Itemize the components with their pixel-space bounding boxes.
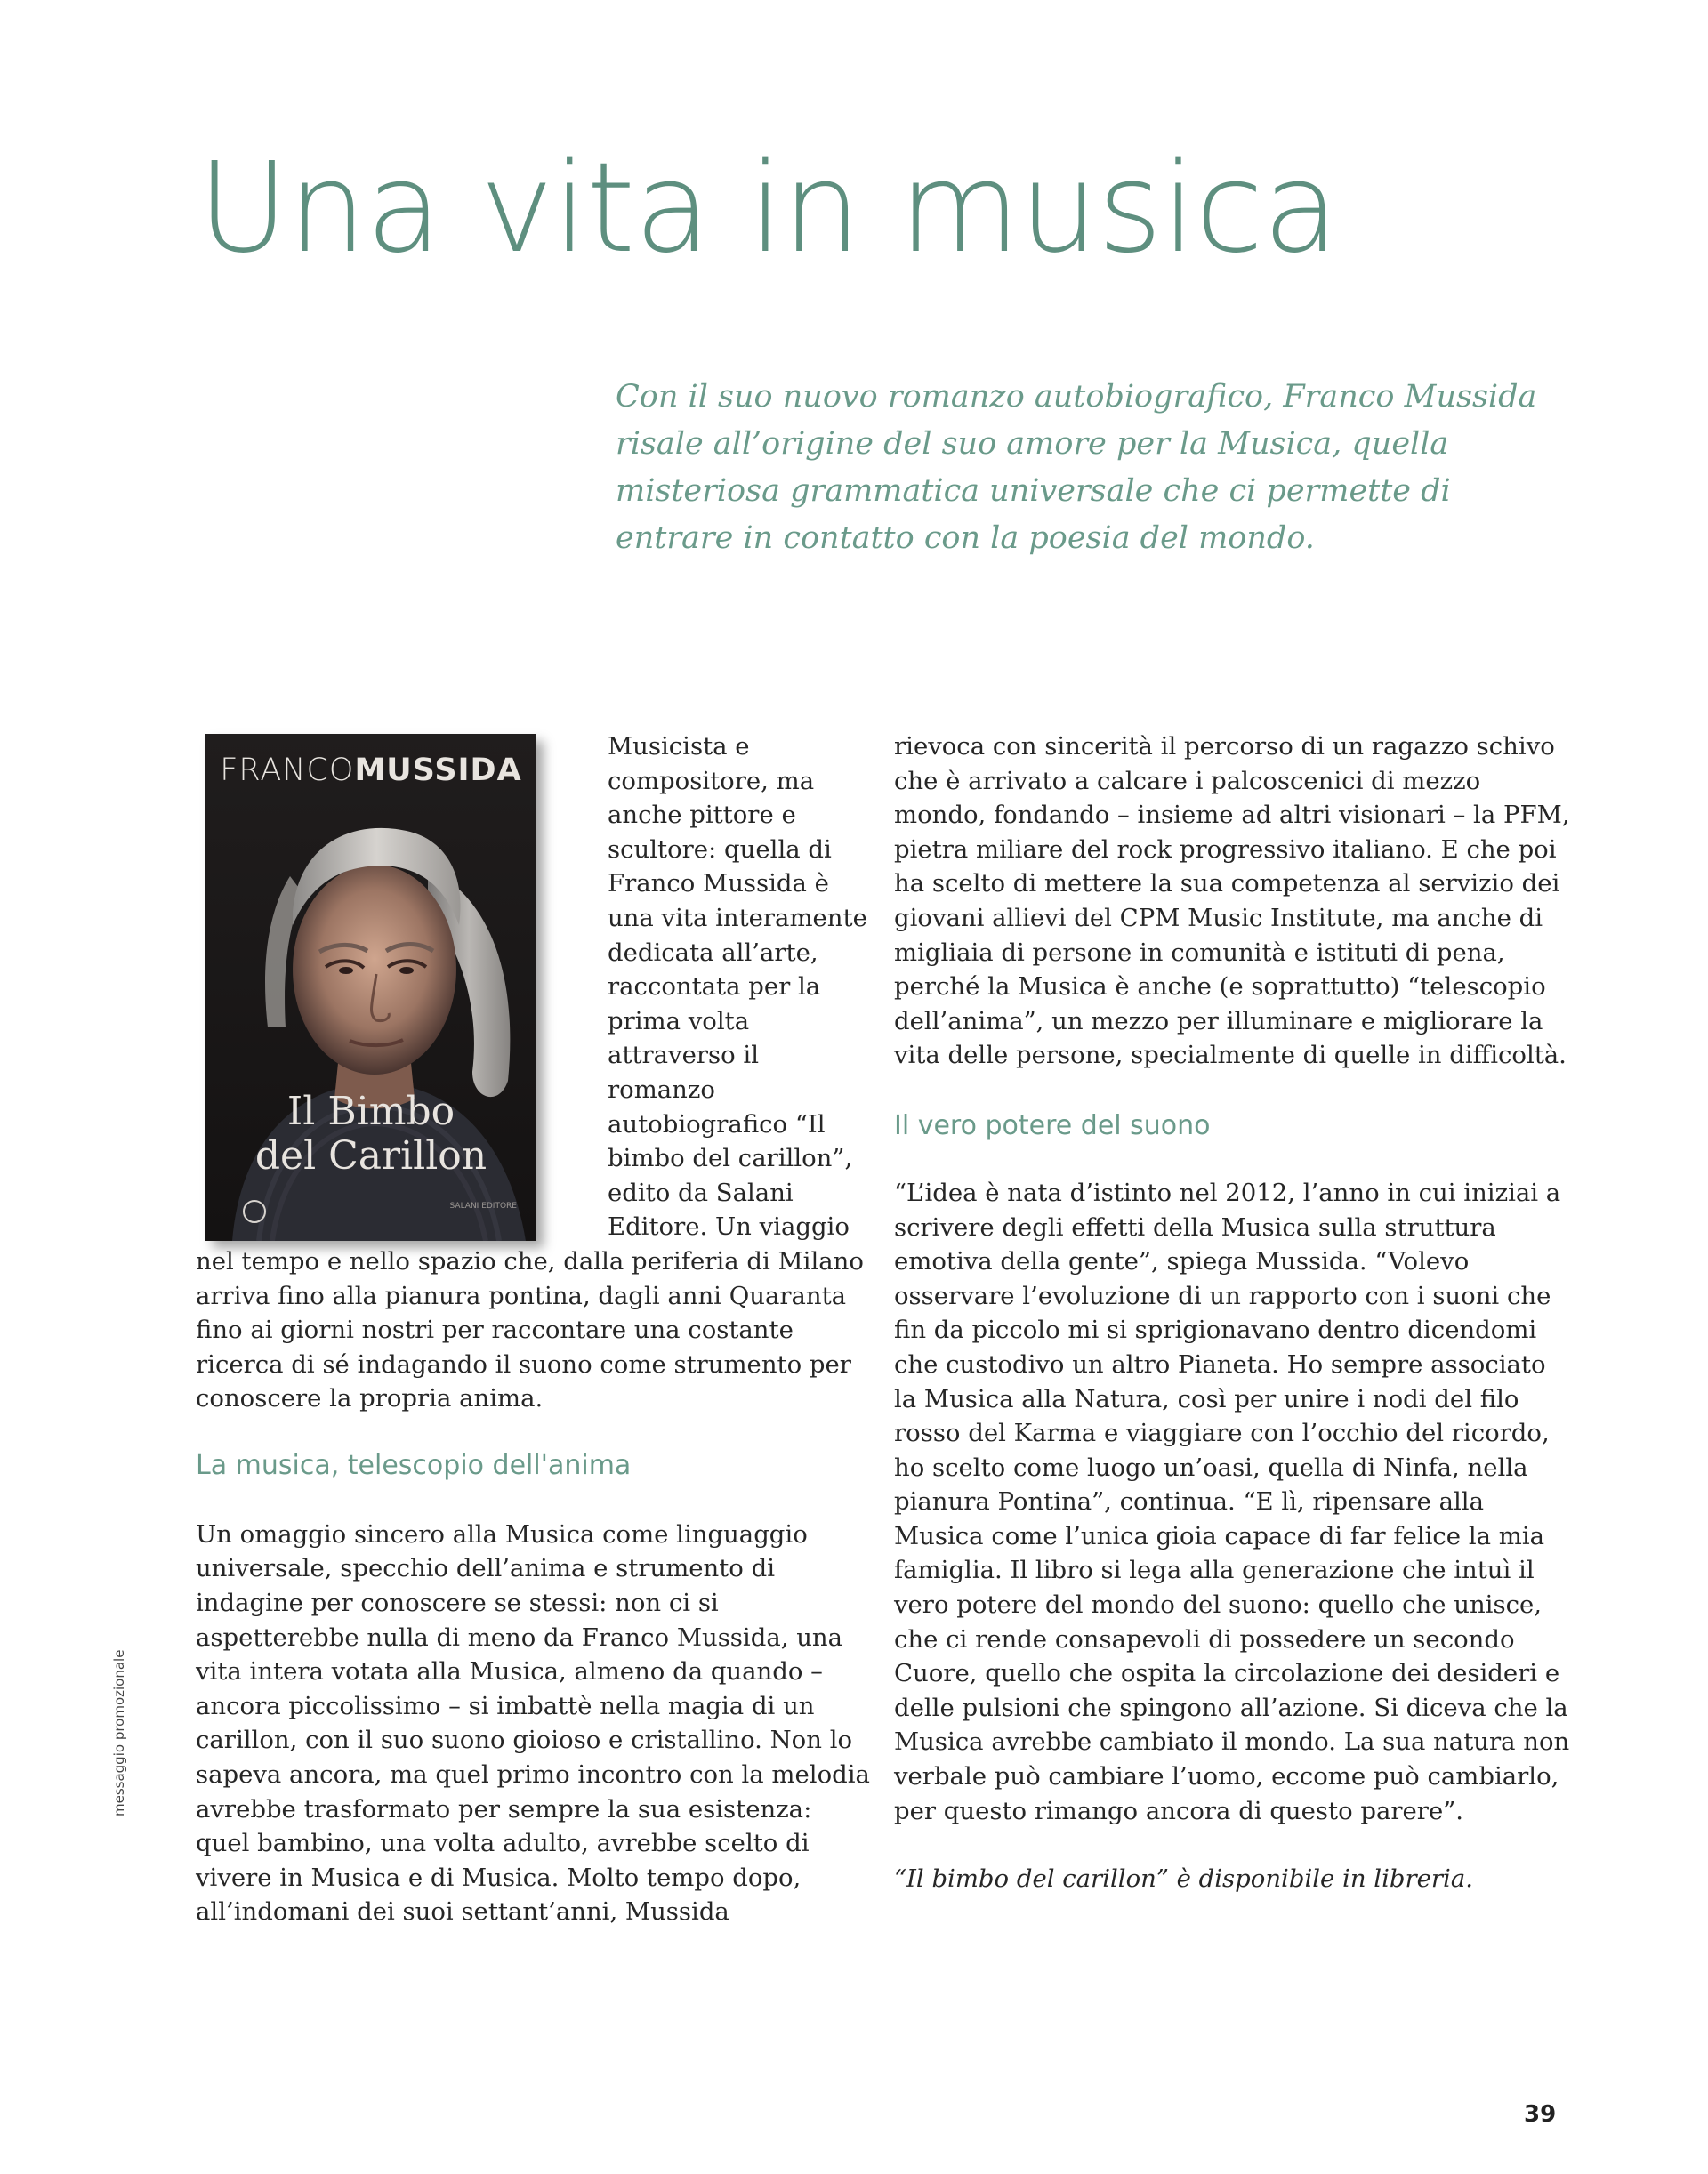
book-cover-image — [205, 734, 536, 1241]
subheading-telescope: La musica, telescopio dell'anima — [196, 1449, 632, 1481]
quote-paragraph: “L’idea è nata d’istinto nel 2012, l’anno in cui iniziai a scrivere degli effetti della Musica sulla struttura emotiva della gente”, spiega Mussida. “Volevo osservare l’evoluzione di un rapporto con i suoni che fin da piccolo mi si sprigionavano dentro dicendomi che custodivo un altro Pianeta. Ho sempre associato la Musica alla Natura, così per unire i nodi del filo rosso del Karma e viaggiare con l’occhio del ricordo, ho scelto come luogo un’oasi, quella di Ninfa, nella pianura Pontina”, continua. “E lì, ripensare alla Musica come l’unica gioia capace di far felice la mia famiglia. Il libro si lega alla generazione che intuì il vero potere del mondo del suono: quello che unisce, che ci rende consapevoli di possedere un secondo Cuore, quello che ospita la circolazione dei desideri e delle pulsioni che spingono all’azione. Si diceva che la Musica avrebbe cambiato il mondo. La sua natura non verbale può cambiare l’uomo, eccome può cambiarlo, per questo rimango ancora di questo parere”. — [894, 1178, 1570, 1825]
page-number: 39 — [1524, 2101, 1557, 2128]
book-author-last: MUSSIDA — [354, 753, 522, 788]
body-paragraph: Un omaggio sincero alla Musica come linguaggio universale, specchio dell’anima e strumento di indagine per conoscere se stessi: non ci si aspetterebbe nulla di meno da Franco Mussida, una vita intera votata alla Musica, almeno da quando – ancora piccolissimo – si imbattè nella magia di un carillon, con il suo suono gioioso e cristallino. Non lo sapeva ancora, ma quel primo incontro con la melodia avrebbe trasformato per sempre la sua esistenza: quel bambino, una volta adulto, avrebbe scelto di vivere in Musica e di Musica. Molto tempo dopo, all’indomani dei suoi settant’anni, Mussida — [196, 1519, 870, 1927]
subheading-power-of-sound: Il vero potere del suono — [894, 1109, 1211, 1141]
left-column — [196, 729, 872, 1929]
intro-paragraph: Musicista e compositore, ma anche pittore e scultore: quella di Franco Mussida è una vita interamente dedicata all’arte, raccontata per la prima volta attraverso il romanzo autobiografico “Il bimbo del carillon”, edito da Salani Editore. Un viaggio nel tempo e nello spazio che, dalla periferia di Milano arriva fino alla pianura pontina, dagli anni Quaranta fino ai giorni nostri per raccontare una costante ricerca di sé indagando il suono come strumento per conoscere la propria anima. — [196, 732, 867, 1413]
book-title — [205, 1090, 536, 1179]
availability-note: “Il bimbo del carillon” è disponibile in libreria. — [894, 1864, 1473, 1894]
book-publisher: SALANI EDITORE — [449, 1202, 517, 1211]
right-column — [894, 729, 1570, 1896]
publisher-logo-icon — [243, 1200, 266, 1223]
continuation-paragraph: rievoca con sincerità il percorso di un ragazzo schivo che è arrivato a calcare i palcoscenici di mezzo mondo, fondando – insieme ad altri visionari – la PFM, pietra miliare del rock progressivo italiano. E che poi ha scelto di mettere la sua competenza al servizio dei giovani allievi del CPM Music Institute, ma anche di migliaia di persone in comunità e istituti di pena, perché la Musica è anche (e soprattutto) “telescopio dell’anima”, un mezzo per illuminare e migliorare la vita delle persone, specialmente di quelle in difficoltà. — [894, 732, 1570, 1070]
promotional-message-label: messaggio promozionale — [111, 1649, 127, 1816]
lead-paragraph: Con il suo nuovo romanzo autobiografico, Franco Mussida risale all’origine del suo amore per la Musica, quella misteriosa grammatica universale che ci permette di entrare in contatto con la poesia del mondo. — [616, 379, 1537, 556]
article-title: Una vita in musica — [197, 136, 1339, 281]
book-title-line-2: del Carillon — [254, 1133, 487, 1179]
book-title-line-1: Il Bimbo — [286, 1089, 455, 1134]
book-author-first: FRANCO — [220, 753, 355, 788]
book-author-name — [205, 753, 536, 788]
